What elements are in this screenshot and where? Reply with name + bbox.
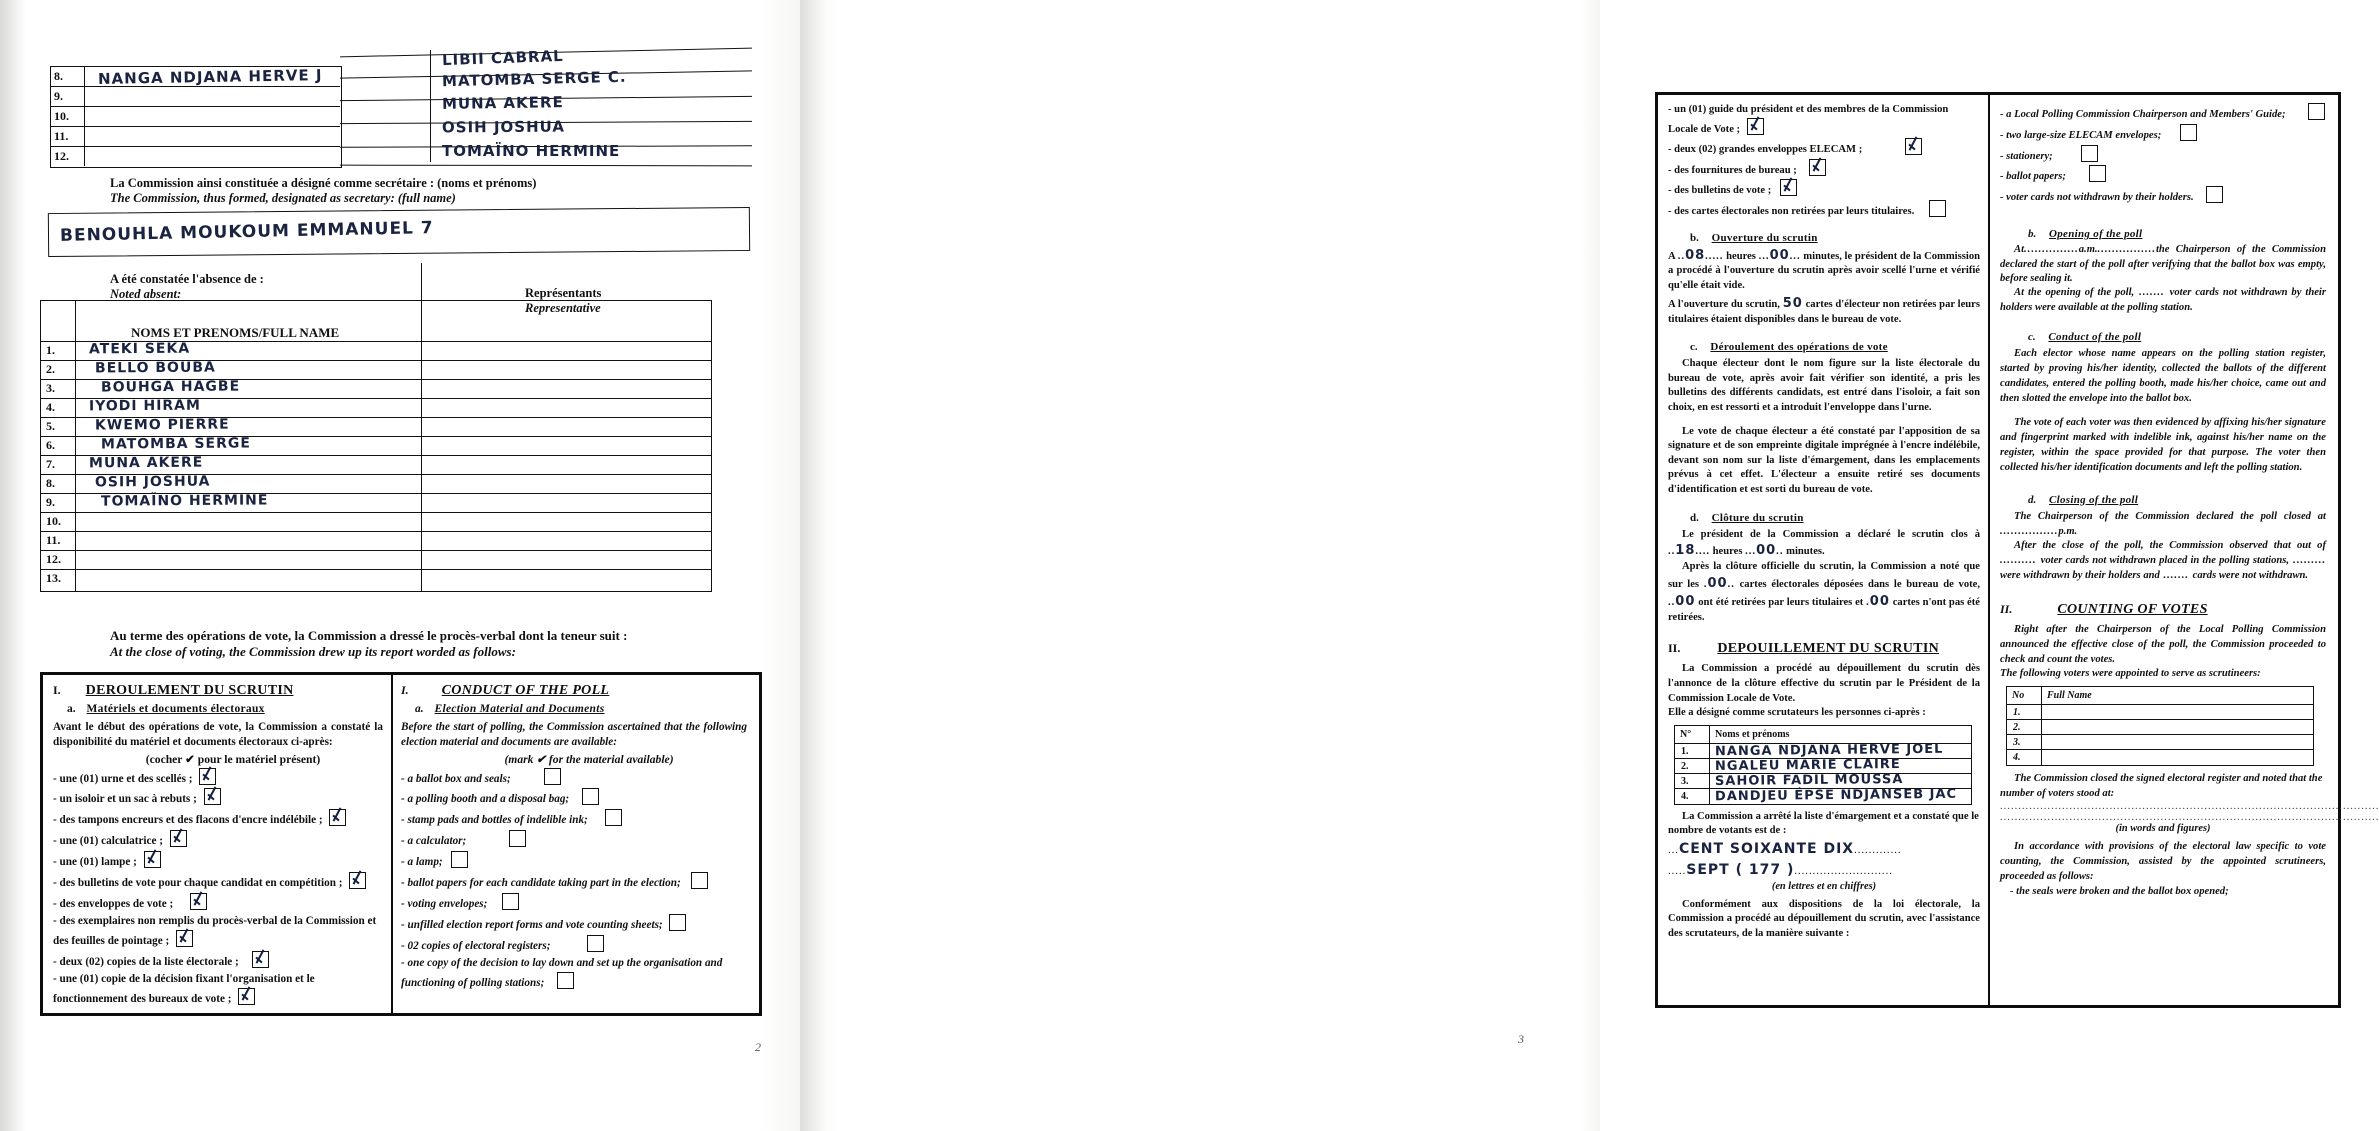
secretary-label-fr: La Commission ainsi constituée a désigné comme secrétaire : (noms et prénoms) [110,176,537,190]
checklist-item [2000,103,2326,123]
page-edge-shadow [0,0,26,1131]
checklist-item-label: - a ballot box and seals; [401,772,514,785]
c-title-en: Conduct of the poll [2048,331,2142,344]
checklist-item [53,872,383,892]
absent-row-number: 4. [46,400,55,414]
absent-label-fr: A été constatée l'absence de : [110,272,264,286]
checkbox-unchecked[interactable] [587,935,604,952]
absent-person-name: BOUHGA HAGBE [100,378,241,396]
absent-person-name: ATEKI SEKA [88,340,191,358]
checklist-item-label: - ballot papers for each candidate taking part in the election; [401,877,684,890]
checklist-item [2000,165,2326,185]
secretary-name-value: BENOUHLA MOUKOUM EMMANUEL 7 [59,218,434,246]
checklist-item-label: - une (01) copie de la décision fixant l'organisation et le fonctionnement des bureaux de vote ; [53,972,315,1005]
checklist-item-label: - stamp pads and bottles of indelible ink; [401,814,591,827]
opening-minutes-value: 00 [1769,247,1790,263]
checklist-item-label: - one copy of the decision to lay down and set up the organisation and functioning of polling stations; [401,956,723,989]
b-line1b-fr: heures [1726,250,1756,262]
b-title-fr: Ouverture du scrutin [1711,231,1818,244]
section-title-en: CONDUCT OF THE POLL [441,683,610,698]
checklist-item [2000,186,2326,206]
b-line1c-fr: minutes, le président de la Commission a procédé à l'ouverture du scrutin après avoir scellé l'urne et vérifié qu'elle était vide. [1668,250,1981,291]
checklist-item-label: - a calculator; [401,835,470,848]
absent-person-name: IYODI HIRAM [88,397,201,415]
checkbox-checked[interactable] [238,988,255,1005]
checkbox-unchecked[interactable] [2081,145,2098,162]
absent-representative-column-rule [421,263,422,591]
opening-cards-value: 50 [1782,296,1803,312]
checkbox-unchecked[interactable] [669,914,686,931]
checklist-item [1668,138,1980,158]
checkbox-checked[interactable] [329,809,346,826]
checkbox-unchecked[interactable] [502,893,519,910]
row-number: 11. [54,129,69,143]
d-p2b-fr: cartes électorales déposées dans le bureau de vote, [1739,578,1981,590]
french-column-right: - un (01) guide du président et des membres de la Commission Locale de Vote ; - deux (02) grandes enveloppes ELECAM ; - des fournitures de bureau ; - des bulletins de vote ; - des cartes électorales non retirées par leurs titulaires. b. Ouverture du scrutin A ..08..... heures ...00... minutes, le président de la Commission a procédé à l'ouverture du scrutin après avoir scellé l'urne et vérifié qu'elle était vide. A l'ouverture du scrutin, 50 cartes d'électeur non retirées par leurs titulaires étaient disponibles dans le bureau de vote. c. Déroulement des opérations de vote Chaque électeur dont le nom figure sur la liste électorale du bureau de vote, après avoir fait vérifier son identité, a pris les bulletins des différents candidats, est entré dans l'isoloir, a fait son choix, en est ressorti et a introduit l'enveloppe dans l'urne. Le vote de chaque électeur a été constaté par l'apposition de sa signature et de son empreinte digitale imprégnée à l'encre indélébile, devant son nom sur la liste d'émargement, dans les emplacements prévus à cet effet. L'électeur a ensuite retiré ses documents d'identification et est sorti du bureau de vote. d. Clôture du scrutin Le président de la Commission a déclaré le scrutin clos à ..18.... heures ...00.. minutes. Après la clôture officielle du scrutin, la Commission a noté que sur les .00.. cartes électorales déposées dans le bureau de vote, ..00 ont été retirées par leurs titulaires et .00 cartes n'ont pas été retirées. II. DEPOUILLEMENT DU SCRUTIN La Commission a procédé au dépouillement du scrutin dès l'annonce de la clôture effective du scrutin par le Président de la Commission Locale de Vote. Elle a désigné comme scrutateurs les personnes ci-après : N° Noms et prénoms 1. NANGA NDJANA HERVE JOEL 2. NGALEU MARIE CLAIRE 3. SAHOIR FADIL MOUSSA 4. DANDJEU ÉPSE NDJANSEB JAC La Commission a arrêté la liste d'émargement et a constaté que le nombre de votants est de : ...CENT SOIXANTE DIX............. .....SEPT ( 177 )........................... (en lettres et en chiffres) Conformément aux dispositions de la loi électorale, la Commission a procédé au dépouillement du scrutin, avec l'assistance des scrutateurs, de la manière suivante : [1668,103,1980,941]
table-row-rule [41,512,711,513]
section-roman-fr: I. [53,683,61,697]
checklist-item [401,914,747,934]
checklist-item [53,914,383,950]
absent-row-number: 1. [46,343,55,357]
scrutineer-row-number: 2. [1681,760,1689,772]
french-column [53,683,383,1008]
checklist-item [401,935,747,955]
table-row-rule [41,569,711,570]
b-title-en: Opening of the poll [2049,228,2143,241]
ii-closing-fr: Conformément aux dispositions de la loi électorale, la Commission a procédé au dépouillement du scrutin, avec l'assistance des scrutateurs, de la manière suivante : [1668,898,1980,939]
checklist-item [401,851,747,871]
voters-label-fr: La Commission a arrêté la liste d'émargement et a constaté que le nombre de votants est de : [1668,810,1979,837]
scrutineers-table-en [2006,686,2314,766]
checklist-instruction-en: (mark ✔ for the material available) [504,752,674,766]
secretary-label-en: The Commission, thus formed, designated as secretary: (full name) [110,191,456,205]
d-p2a-en: After the close of the poll, the Commission observed that out of [2014,540,2326,552]
d-p2d-en: cards were not withdrawn. [2192,570,2309,582]
checklist-item [401,872,747,892]
checkbox-checked[interactable] [349,872,366,889]
absent-label-en: Noted absent: [110,287,182,301]
handwritten-member-right: MATOMBA SERGE C. [441,67,627,91]
cards-withdrawn-value: 00 [1675,593,1696,609]
b-line1a-fr: A [1668,250,1676,262]
handwritten-member-left: NANGA NDJANA HERVE J [97,66,323,88]
checklist-item-label: - des bulletins de vote ; [1668,185,1774,197]
section-title-fr: DEROULEMENT DU SCRUTIN [85,683,294,698]
rep-label-en: Representative [525,301,601,315]
checklist-item [401,956,747,992]
voters-caption-fr: (en lettres et en chiffres) [1771,880,1877,892]
scrutineer-header-name-fr: Noms et prénoms [1715,728,1790,740]
b-p1a-en: At [2014,244,2025,256]
ii-roman-en: II. [2000,601,2013,616]
absent-row-number: 9. [46,495,55,509]
scrutineer-row-number: 2. [2013,722,2021,734]
closing-hours-value: 18 [1675,543,1696,559]
checklist-item [2000,145,2326,165]
subsection-title-en: Election Material and Documents [434,703,605,715]
page-number-right: 3 [1518,1032,1524,1046]
absent-heading [110,272,264,302]
absent-person-name: KWEMO PIERRE [94,416,230,434]
ii-p1-fr: La Commission a procédé au dépouillement du scrutin dès l'annonce de la clôture effective du scrutin par le Président de la Commission Locale de Vote. [1668,663,1980,704]
checklist-item-label: - une (01) urne et des scellés ; [53,772,196,785]
close-note-fr: Au terme des opérations de vote, la Commission a dressé le procès-verbal dont la teneur suit : [110,628,628,643]
checkbox-checked[interactable] [199,768,216,785]
section-intro-fr: Avant le début des opérations de vote, la Commission a constaté la disponibilité du matériel et documents électoraux ci-après: [53,721,383,748]
checkbox-unchecked[interactable] [451,851,468,868]
checkbox-checked[interactable] [144,851,161,868]
scrutineer-name: NGALEU MARIE CLAIRE [1714,756,1901,774]
subsection-letter-fr: a. [67,703,76,715]
absent-person-name: OSIH JOSHUA [94,473,211,491]
handwritten-member-right: LIBII CABRAL [441,46,565,70]
scrutineer-header-name-en: Full Name [2047,690,2092,702]
close-note [110,628,770,660]
scrutineer-row-number: 4. [1681,790,1689,802]
checklist-item-label: - voter cards not withdrawn by their holders. [2000,192,2197,204]
checklist-item-label: - un isoloir et un sac à rebuts ; [53,793,200,806]
absent-row-number: 11. [46,533,61,547]
ii-title-fr: DEPOUILLEMENT DU SCRUTIN [1717,641,1939,657]
checkbox-unchecked[interactable] [509,830,526,847]
d-p1a-en: The Chairperson of the Commission declared the poll closed at [2014,510,2326,522]
checklist-item [401,830,747,850]
checklist-item-label: - stationery; [2000,150,2056,162]
d-title-fr: Clôture du scrutin [1711,511,1804,524]
checkbox-checked[interactable] [170,830,187,847]
page-edge-shadow [800,0,826,1131]
opening-hours-value: 08 [1685,247,1706,263]
b-letter-fr: b. [1690,231,1699,244]
voters-blank-line-1: ........................................................................................................ [2000,801,2379,813]
checklist-instruction-fr: (cocher ✔ pour le matériel présent) [145,752,321,766]
absent-row-number: 13. [46,571,61,585]
checklist-item [53,830,383,850]
voters-words-line2: SEPT ( 177 ) [1686,861,1795,878]
checklist-item [401,788,747,808]
table-row-rule [41,550,711,551]
checkbox-unchecked[interactable] [582,788,599,805]
checklist-item-label: - voting envelopes; [401,898,491,910]
checklist-item-label: - deux (02) grandes enveloppes ELECAM ; [1668,144,1865,156]
ii-roman-fr: II. [1668,641,1681,656]
checklist-item-label: - a lamp; [401,856,446,869]
row-number: 10. [54,109,69,123]
checkbox-unchecked[interactable] [691,872,708,889]
checklist-item-label: - ballot papers; [2000,171,2069,183]
absent-row-number: 8. [46,476,55,490]
d-p1b-en: p.m. [2058,525,2078,537]
c-p2-fr: Le vote de chaque électeur a été constaté par l'apposition de sa signature et de son empreinte digitale imprégnée à l'encre indélébile, devant son nom sur la liste d'émargement, dans les emplacements prévus à cet effet. L'électeur a ensuite retiré ses documents d'identification et est sorti du bureau de vote. [1668,425,1980,496]
row-number: 12. [54,149,69,163]
checklist-item [401,809,747,829]
handwritten-member-right: TOMAÏNO HERMINE [442,142,621,160]
left-page-sheet [0,0,800,1131]
scrutineer-header-no-en: No [2012,690,2025,702]
checklist-item-label: - deux (02) copies de la liste électorale ; [53,955,242,968]
absent-row-number: 5. [46,419,55,433]
b-p2b-en: voter cards not withdrawn by their holders were available at the polling station. [2000,287,2326,313]
handwritten-member-right: MUNA AKERE [441,93,564,113]
checklist-item-label: - des enveloppes de vote ; [53,898,177,910]
ii-p2-fr: Elle a désigné comme scrutateurs les personnes ci-après : [1668,707,1926,719]
checkbox-unchecked[interactable] [2308,103,2325,120]
close-note-en: At the close of voting, the Commission drew up its report worded as follows: [110,644,516,659]
box-column-divider [391,675,393,1013]
absent-person-name: TOMAÏNO HERMINE [100,492,269,510]
checkbox-unchecked[interactable] [605,809,622,826]
b-p2a-en: At the opening of the poll, [2014,287,2135,299]
checkbox-checked[interactable] [1905,138,1922,155]
checklist-item [1668,159,1980,179]
scrutineer-number-rule [2041,687,2042,765]
checklist-item [53,893,383,913]
right-page-box [1655,92,2379,1008]
checklist-item [53,768,383,788]
d-p1b-fr: heures [1712,546,1743,558]
c-letter-en: c. [2028,331,2036,344]
d-p2d-fr: cartes n'ont pas été retirées. [1668,596,1980,623]
checklist-item-label: - une (01) lampe ; [53,856,140,869]
checklist-item-label: - des cartes électorales non retirées par leurs titulaires. [1668,206,1917,218]
checklist-item-label: - un (01) guide du président et des membres de la Commission Locale de Vote ; [1668,104,1949,135]
checkbox-checked[interactable] [176,930,193,947]
checkbox-checked[interactable] [190,893,207,910]
checklist-item-label: - des exemplaires non remplis du procès-verbal de la Commission et des feuilles de pointage ; [53,914,377,947]
c-p2-en: The vote of each voter was then evidenced by affixing his/her signature and fingerprint marked with indelible ink, against his/her name on the register, within the space provided for that purpose. The voter then collected his/her identification documents and left the polling station. [2000,417,2326,473]
absent-column-header: NOMS ET PRENOMS/FULL NAME [131,325,340,340]
absent-row-number: 7. [46,457,55,471]
absent-row-number: 3. [46,381,55,395]
c-p1-en: Each elector whose name appears on the polling station register, started by proving his/her identity, collected the ballots of the different candidates, entered the polling booth, made his/her choice, came out and then slotted the envelope into the ballot box. [2000,348,2326,404]
english-column [401,683,747,993]
ii-closing-bullet-en: - the seals were broken and the ballot box opened; [2010,885,2229,897]
absent-person-name: MATOMBA SERGE [100,435,251,453]
checklist-item-label: - a polling booth and a disposal bag; [401,793,572,806]
checklist-item [1668,103,1980,137]
ii-title-en: COUNTING OF VOTES [2057,601,2208,617]
scrutineer-name: SAHOIR FADIL MOUSSA [1714,771,1904,789]
checklist-item [53,851,383,871]
checklist-item-label: - une (01) calculatrice ; [53,835,166,848]
checklist-item-label: - des fournitures de bureau ; [1668,164,1800,176]
d-letter-fr: d. [1690,511,1699,524]
absent-row-number: 10. [46,514,61,528]
d-p2c-en: were withdrawn by their holders and [2000,570,2160,582]
c-p1-fr: Chaque électeur dont le nom figure sur la liste électorale du bureau de vote, après avoir fait vérifier son identité, a pris les bulletins des différents candidats, est entré dans l'isoloir, a fait son choix, en est ressorti et a introduit l'enveloppe dans l'urne. [1668,358,1980,414]
checkbox-unchecked[interactable] [557,972,574,989]
checklist-item [401,768,747,788]
checklist-item-label: - 02 copies of electoral registers; [401,939,554,952]
handwritten-member-right: OSIH JOSHUA [441,117,565,137]
checkbox-unchecked[interactable] [544,768,561,785]
absent-row-number: 12. [46,552,61,566]
absent-persons-table [40,300,712,592]
section-intro-en: Before the start of polling, the Commission ascertained that the following election material and documents are available: [401,721,747,748]
subsection-letter-en: a. [415,703,424,715]
scrutineers-table-fr [1674,725,1972,805]
absent-row-number: 2. [46,362,55,376]
checklist-item [53,972,383,1008]
b-line2b-fr: cartes d'électeur non retirées par leurs titulaires étaient disponibles dans le bureau de vote. [1668,299,1980,325]
c-letter-fr: c. [1690,341,1698,354]
checkbox-checked[interactable] [252,951,269,968]
checklist-item-label: - two large-size ELECAM envelopes; [2000,129,2164,141]
b-letter-en: b. [2028,228,2037,241]
d-p2b-en: voter cards not withdrawn placed in the polling stations, [2040,555,2290,567]
scrutineer-row-number: 3. [1681,775,1689,787]
table-row-rule [41,531,711,532]
row-number: 8. [54,69,63,83]
subsection-title-fr: Matériels et documents électoraux [86,703,265,715]
checklist-item [53,788,383,808]
checkbox-unchecked[interactable] [2089,165,2106,182]
ii-closing-en: In accordance with provisions of the electoral law specific to vote counting, the Commission, assisted by the appointed scrutineers, proceeded as follows: [2000,841,2326,883]
absent-number-column-rule [75,301,76,591]
checkbox-checked[interactable] [1780,179,1797,196]
ii-p2-en: The following voters were appointed to serve as scrutineers: [2000,668,2261,680]
english-column-right: - a Local Polling Commission Chairperson and Members' Guide; - two large-size ELECAM envelopes; - stationery; - ballot papers; - voter cards not withdrawn by their holders. b. Opening of the poll At...............a.m.................the Chairperson of the Commission declared the start of the poll after verifying that the ballot box was empty, before sealing it. At the opening of the poll, ....... voter cards not withdrawn by their holders were available at the polling station. c. Conduct of the poll Each elector whose name appears on the polling station register, started by proving his/her identity, collected the ballots of the different candidates, entered the polling booth, made his/her choice, came out and then slotted the envelope into the ballot box. The vote of each voter was then evidenced by affixing his/her signature and fingerprint marked with indelible ink, against his/her name on the register, within the space provided for that purpose. The voter then collected his/her identification documents and left the polling station. d. Closing of the poll The Chairperson of the Commission declared the poll closed at ................p.m. After the close of the poll, the Commission observed that out of .......... voter cards not withdrawn placed in the polling stations, ......... were withdrawn by their holders and ....... cards were not withdrawn. II. COUNTING OF VOTES Right after the Chairperson of the Local Polling Commission announced the effective close of the poll, the Commission proceeded to check and count the votes. The following voters were appointed to serve as scrutineers: No Full Name 1. 2. 3. 4. The Commission closed the signed electoral register and noted that the number of voters stood at: ........................................................................................................ ........................................................................................................ (in words and figures) In accordance with provisions of the electoral law specific to vote counting, the Commission, assisted by the appointed scrutineers, proceeded as follows: - the seals were broken and the ballot box opened; [2000,103,2326,900]
closing-minutes-value: 00 [1756,543,1777,559]
c-title-fr: Déroulement des opérations de vote [1710,341,1888,354]
checkbox-checked[interactable] [1747,118,1764,135]
checkbox-unchecked[interactable] [2180,124,2197,141]
checklist-item [53,809,383,829]
rep-label-fr: Représentants [525,286,602,300]
checkbox-unchecked[interactable] [1929,200,1946,217]
absent-person-name: BELLO BOUBA [94,359,216,377]
top-member-table [50,46,750,166]
b-p1b-en: a.m. [2078,244,2098,256]
row-number: 9. [54,89,63,103]
d-letter-en: d. [2028,493,2037,506]
cards-not-withdrawn-value: 00 [1869,593,1890,609]
scrutineer-row-number: 1. [1681,745,1689,757]
checklist-item [2000,124,2326,144]
d-title-en: Closing of the poll [2049,493,2139,506]
checkbox-checked[interactable] [1809,159,1826,176]
cards-deposited-value: 00 [1707,575,1728,591]
scrutineer-row-number: 3. [2013,737,2021,749]
box-column-divider [1988,95,1990,1005]
secretary-block [110,176,670,206]
section-roman-en: I. [401,683,409,697]
scrutineer-name: DANDJEU ÉPSE NDJANSEB JAC [1714,786,1958,805]
ii-p1-en: Right after the Chairperson of the Local Polling Commission announced the effective close of the poll, the Commission proceeded to check and count the votes. [2000,623,2326,665]
checklist-item [401,893,747,913]
checklist-item-label: - a Local Polling Commission Chairperson and Members' Guide; [2000,109,2289,120]
voters-blank-line-2: ........................................................................................................ [2000,812,2379,824]
checklist-item [1668,179,1980,199]
conduct-of-poll-box [40,672,762,1016]
d-p2a-fr: Après la clôture officielle du scrutin, la Commission a noté que sur les [1668,561,1980,590]
checkbox-checked[interactable] [204,788,221,805]
b-line2a-fr: A l'ouverture du scrutin, [1668,299,1780,311]
checklist-item-label: - unfilled election report forms and vote counting sheets; [401,918,666,931]
checkbox-unchecked[interactable] [2206,186,2223,203]
d-p1c-fr: minutes. [1786,546,1825,558]
page-number-left: 2 [755,1040,761,1054]
d-p2c-fr: ont été retirées par leurs titulaires et [1698,596,1864,608]
b-p1c-en: the Chairperson of the Commission declared the start of the poll after verifying that the ballot box was empty, before sealing it. [2000,244,2326,284]
voters-words-line1: CENT SOIXANTE DIX [1678,840,1855,857]
checklist-item-label: - des bulletins de vote pour chaque candidat en compétition ; [53,877,346,890]
d-p1a-fr: Le président de la Commission a déclaré le scrutin clos à [1682,528,1980,540]
checklist-item-label: - des tampons encreurs et des flacons d'encre indélébile ; [53,814,326,827]
voters-label-en: The Commission closed the signed electoral register and noted that the number of voters stood at: [2000,773,2323,799]
scrutineer-row-number: 4. [2013,752,2021,764]
scrutineer-number-rule [1709,726,1710,804]
scrutineer-header-no-fr: N° [1680,728,1692,740]
right-page-sheet [800,0,2379,1131]
scrutineer-name: NANGA NDJANA HERVE JOEL [1714,741,1944,759]
top-table-center-rule [430,50,431,162]
absent-row-number: 6. [46,438,55,452]
checklist-item [53,951,383,971]
absent-person-name: MUNA AKERE [88,454,204,472]
checklist-item [1668,200,1980,220]
voters-caption-en: (in words and figures) [2115,823,2211,835]
scrutineer-row-number: 1. [2013,707,2021,719]
